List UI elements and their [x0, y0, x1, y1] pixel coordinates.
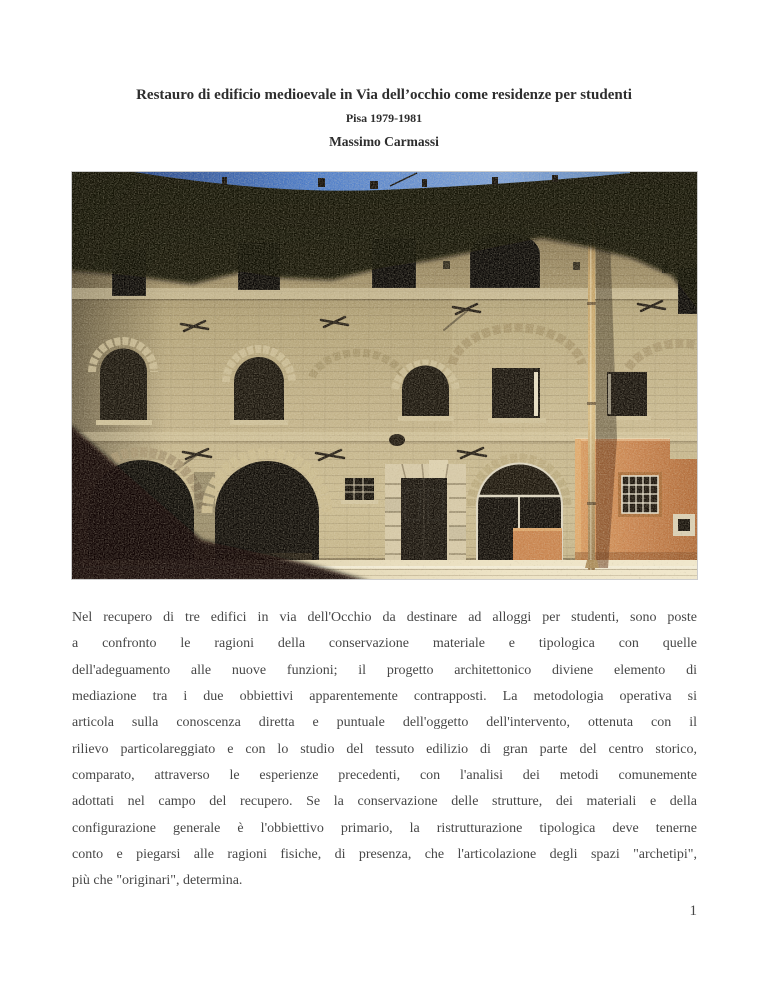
subtitle: Pisa 1979-1981 — [345, 111, 423, 125]
body-line: articola sulla conoscenza diretta e puntuale dell'oggetto dell'intervento, ottenuta con il — [72, 715, 697, 731]
facade-photo — [71, 171, 698, 580]
page-title: Restauro di edificio medioevale in Via dell’occhio come residenze per studenti — [136, 87, 632, 103]
body-paragraph — [72, 605, 697, 895]
body-line: rilievo particolareggiato e con lo studio del tessuto edilizio di gran parte del centro storico, — [72, 741, 697, 757]
page-number: 1 — [689, 903, 697, 919]
body-line: comparato, attraverso le esperienze precedenti, con l'analisi dei metodi comunemente — [72, 768, 697, 784]
body-line: Nel recupero di tre edifici in via dell'Occhio da destinare ad alloggi per studenti, sono poste — [72, 610, 697, 625]
facade-photo-svg — [72, 172, 697, 579]
author: Massimo Carmassi — [329, 134, 439, 149]
body-line: a confronto le ragioni della conservazione materiale e tipologica con quelle — [72, 636, 697, 652]
body-line: mediazione tra i due obbiettivi apparentemente contrapposti. La metodologia operativa si — [72, 689, 697, 705]
body-line: più che "originari", determina. — [72, 873, 243, 889]
body-line: dell'adeguamento alle nuove funzioni; il progetto architettonico diviene elemento di — [72, 662, 697, 678]
body-line: adottati nel campo del recupero. Se la conservazione delle strutture, dei materiali e della — [72, 794, 697, 810]
body-line: conto e piegarsi alle ragioni fisiche, di presenza, che l'articolazione degli spazi "archetipi", — [72, 847, 697, 863]
stone-texture — [72, 172, 697, 564]
body-line: configurazione generale è l'obbiettivo primario, la ristrutturazione tipologica deve tenerne — [72, 820, 697, 836]
